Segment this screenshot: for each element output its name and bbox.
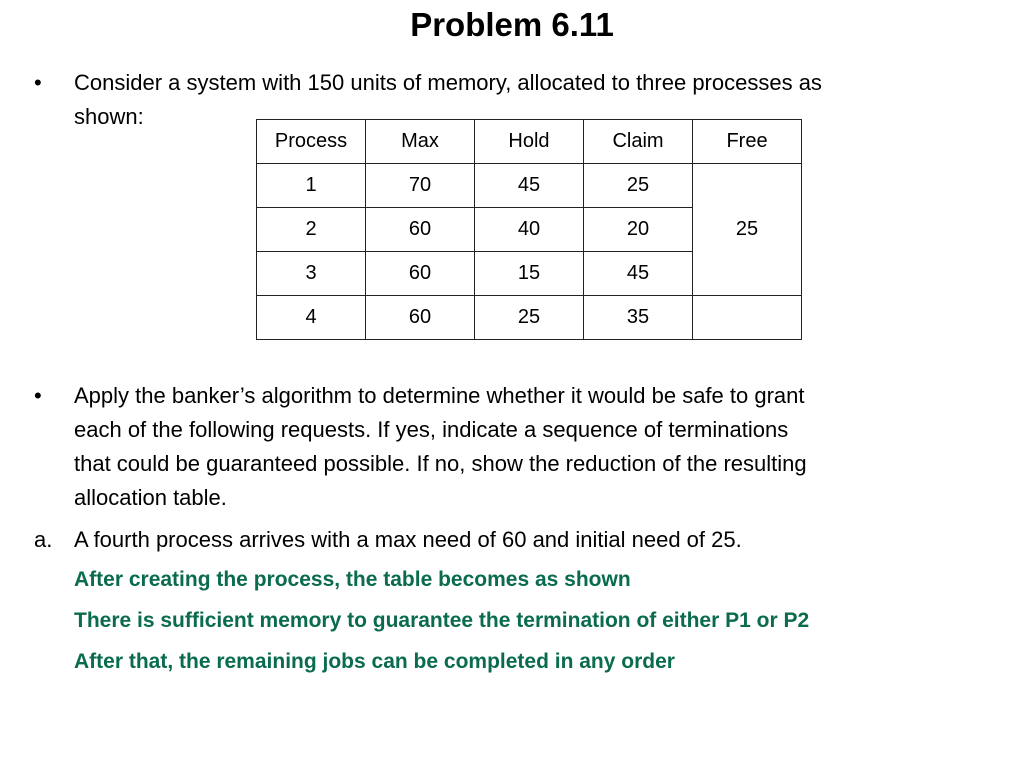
- intro-line-1: Consider a system with 150 units of memory, allocated to three processes as: [74, 70, 822, 95]
- cell-free-empty: [693, 296, 802, 340]
- header-free: Free: [693, 120, 802, 164]
- bullet-marker: •: [34, 383, 42, 408]
- cell-max: 60: [366, 252, 475, 296]
- header-hold: Hold: [475, 120, 584, 164]
- apply-line-3: that could be guaranteed possible. If no, show the reduction of the resulting: [74, 451, 807, 476]
- apply-line-1: Apply the banker’s algorithm to determine whether it would be safe to grant: [74, 383, 805, 408]
- bullet-marker: •: [34, 70, 42, 95]
- header-claim: Claim: [584, 120, 693, 164]
- cell-hold: 45: [475, 164, 584, 208]
- cell-claim: 45: [584, 252, 693, 296]
- cell-max: 70: [366, 164, 475, 208]
- table-row: [257, 296, 802, 340]
- item-a-text: A fourth process arrives with a max need of 60 and initial need of 25.: [74, 527, 742, 552]
- cell-process: 1: [257, 164, 366, 208]
- cell-process: 4: [257, 296, 366, 340]
- allocation-table: [256, 119, 802, 340]
- cell-claim: 25: [584, 164, 693, 208]
- header-process: Process: [257, 120, 366, 164]
- apply-line-4: allocation table.: [74, 485, 227, 510]
- cell-max: 60: [366, 208, 475, 252]
- apply-line-2: each of the following requests. If yes, indicate a sequence of terminations: [74, 417, 789, 442]
- cell-hold: 25: [475, 296, 584, 340]
- table-header-row: [257, 120, 802, 164]
- cell-claim: 20: [584, 208, 693, 252]
- cell-hold: 15: [475, 252, 584, 296]
- intro-line-2: shown:: [74, 104, 144, 129]
- header-max: Max: [366, 120, 475, 164]
- table-row: [257, 164, 802, 208]
- answer-line-2: There is sufficient memory to guarantee the termination of either P1 or P2: [74, 609, 810, 632]
- answer-line-1: After creating the process, the table becomes as shown: [74, 568, 631, 591]
- cell-process: 3: [257, 252, 366, 296]
- answer-line-3: After that, the remaining jobs can be completed in any order: [74, 650, 675, 673]
- slide-title: Problem 6.11: [410, 6, 614, 43]
- cell-claim: 35: [584, 296, 693, 340]
- cell-max: 60: [366, 296, 475, 340]
- cell-process: 2: [257, 208, 366, 252]
- item-a-marker: a.: [34, 527, 53, 552]
- cell-hold: 40: [475, 208, 584, 252]
- cell-free: 25: [693, 164, 802, 296]
